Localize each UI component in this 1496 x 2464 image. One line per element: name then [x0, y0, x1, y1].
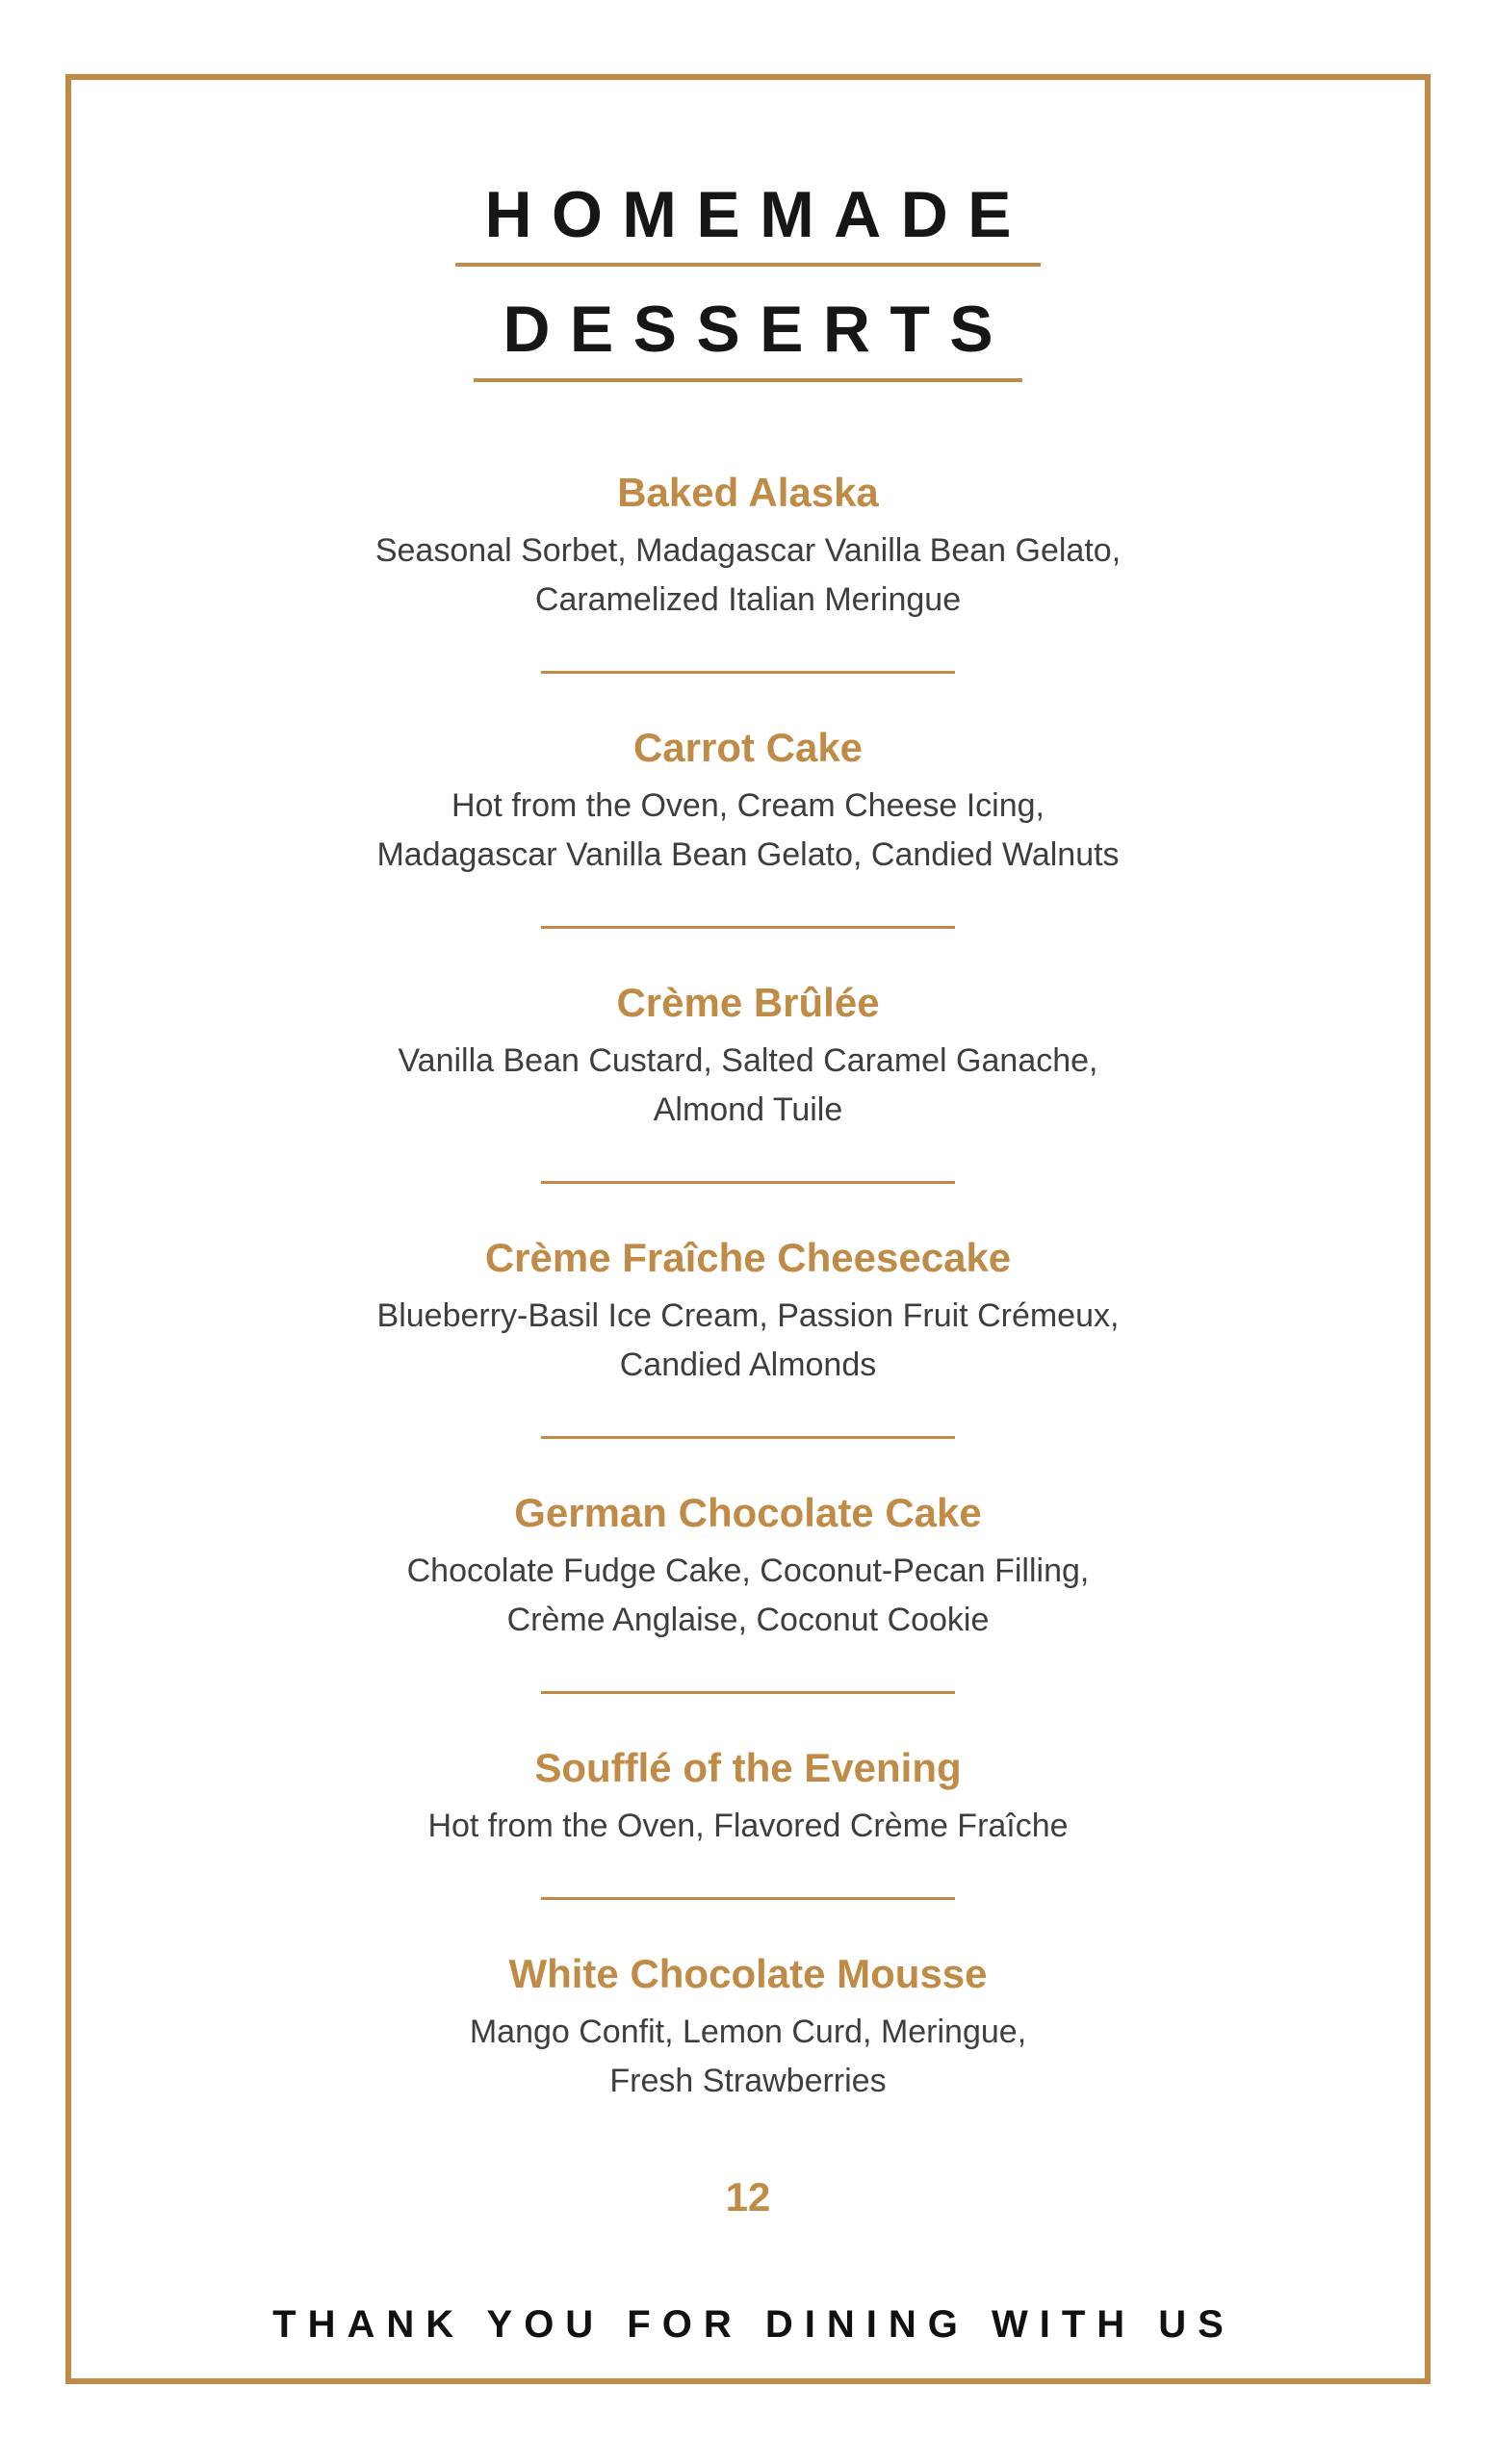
- dessert-description-line: Almond Tuile: [653, 1091, 843, 1128]
- menu-title: [71, 178, 1425, 411]
- dessert-name: Crème Brûlée: [616, 979, 880, 1025]
- dessert-name: German Chocolate Cake: [514, 1489, 982, 1535]
- dessert-description-line: Caramelized Italian Meringue: [534, 580, 962, 618]
- dessert-description-line: Vanilla Bean Custard, Salted Caramel Ganache,: [398, 1041, 1098, 1079]
- dessert-description-line: Mango Confit, Lemon Curd, Meringue,: [469, 2013, 1027, 2050]
- section-divider: [541, 671, 955, 674]
- dessert-description-line: Chocolate Fudge Cake, Coconut-Pecan Filling,: [406, 1552, 1090, 1589]
- thank-you-footer: THANK YOU FOR DINING WITH US: [272, 2302, 1235, 2346]
- dessert-name: Baked Alaska: [617, 469, 879, 515]
- dessert-name: Carrot Cake: [632, 724, 864, 770]
- menu-title-line-2: DESSERTS: [474, 295, 1022, 381]
- menu-content: [71, 80, 1425, 2347]
- section-divider: [541, 1897, 955, 1900]
- border-frame: [65, 74, 1431, 2384]
- menu-item-souffle: [71, 1744, 1425, 1851]
- dessert-description-line: Madagascar Vanilla Bean Gelato, Candied Walnuts: [376, 835, 1120, 873]
- section-divider: [541, 1691, 955, 1694]
- dessert-description-line: Hot from the Oven, Flavored Crème Fraîche: [427, 1807, 1069, 1844]
- menu-title-line-1: HOMEMADE: [455, 181, 1041, 267]
- menu-item-carrot-cake: [71, 724, 1425, 880]
- menu-item-german-chocolate-cake: [71, 1489, 1425, 1645]
- dessert-description-line: Hot from the Oven, Cream Cheese Icing,: [451, 786, 1045, 824]
- dessert-description-line: Crème Anglaise, Coconut Cookie: [506, 1601, 990, 1638]
- menu-item-creme-brulee: [71, 979, 1425, 1135]
- dessert-description-line: Candied Almonds: [619, 1346, 877, 1383]
- dessert-name: Soufflé of the Evening: [534, 1744, 962, 1790]
- dessert-name: Crème Fraîche Cheesecake: [484, 1234, 1012, 1280]
- menu-item-white-chocolate-mousse: [71, 1950, 1425, 2106]
- price: 12: [725, 2173, 771, 2220]
- dessert-description-line: Fresh Strawberries: [609, 2062, 887, 2099]
- dessert-description-line: Blueberry-Basil Ice Cream, Passion Fruit Crémeux,: [376, 1296, 1120, 1334]
- section-divider: [541, 1436, 955, 1439]
- section-divider: [541, 1181, 955, 1184]
- menu-item-baked-alaska: [71, 469, 1425, 625]
- dessert-description-line: Seasonal Sorbet, Madagascar Vanilla Bean Gelato,: [374, 531, 1122, 569]
- dessert-name: White Chocolate Mousse: [508, 1950, 988, 1996]
- section-divider: [541, 926, 955, 929]
- menu-item-creme-fraiche-cheesecake: [71, 1234, 1425, 1390]
